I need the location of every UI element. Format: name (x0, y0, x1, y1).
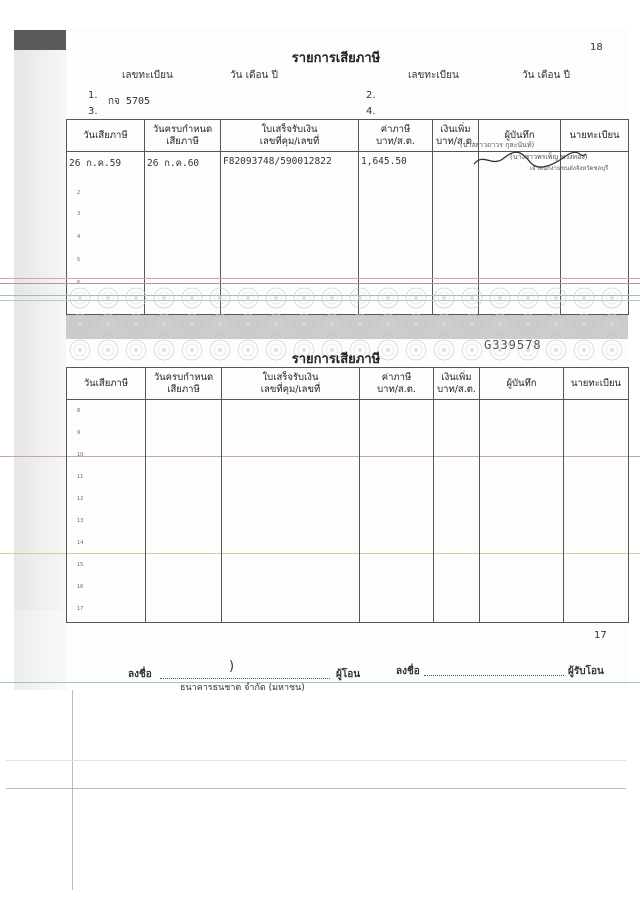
row-mark: 11 (77, 474, 84, 480)
header-tax-date: วันเสียภาษี (67, 120, 145, 152)
header-registrar: นายทะเบียน (561, 120, 629, 152)
row-mark: 5 (77, 257, 81, 263)
sign-label-transferor: ลงชื่อ (128, 669, 152, 680)
entry-number-1: 1. (88, 90, 98, 101)
header-tax-date: วันเสียภาษี (67, 368, 146, 400)
scan-left-shade (14, 50, 68, 610)
row-mark: 14 (77, 540, 84, 546)
header-surcharge: เงินเพิ่ม บาท/ส.ต. (434, 368, 480, 400)
bottom-section-title: รายการเสียภาษี (291, 352, 381, 367)
signature-scribble (470, 148, 590, 170)
scan-line-pink (0, 278, 640, 279)
tax-payment-table-bottom (66, 367, 629, 623)
header-registrar: นายทะเบียน (564, 368, 629, 400)
transferor-mark: ) (229, 659, 235, 674)
row-mark: 10 (77, 452, 84, 458)
row-mark: 8 (77, 408, 81, 414)
header-recorder: ผู้บันทึก (480, 368, 564, 400)
sign-label-transferee: ลงชื่อ (396, 666, 420, 677)
cell-receipt: F82093748/590012822 (221, 152, 359, 315)
scan-edge-bar (14, 30, 66, 50)
cell-empty (564, 400, 629, 623)
scan-line-pink-2 (0, 283, 640, 284)
scan-line-blue (0, 682, 640, 683)
row-mark: 3 (77, 211, 81, 217)
row-mark: 2 (77, 190, 81, 196)
cell-tax-date: 26 ก.ค.59 (67, 152, 145, 315)
date-label-left: วัน เดือน ปี (230, 70, 278, 81)
transferee-signature-line (424, 674, 564, 676)
transferor-signature-line (160, 677, 330, 679)
header-tax-amount: ค่าภาษี บาท/ส.ต. (359, 120, 433, 152)
top-section-title: รายการเสียภาษี (291, 51, 381, 66)
entry-value-1: กจ 5705 (108, 96, 151, 107)
scan-vertical-line (72, 690, 73, 890)
entry-number-2: 2. (366, 90, 376, 101)
row-mark: 12 (77, 496, 84, 502)
header-recorder: ผู้บันทึก (479, 120, 561, 152)
bank-stamp: ธนาคารธนชาต จำกัด (มหาชน) (180, 683, 305, 693)
row-mark: 16 (77, 584, 84, 590)
date-label-right: วัน เดือน ปี (522, 70, 570, 81)
registrar-title: เจ้าพนักงานขนส่งจังหวัดชลบุรี (530, 165, 609, 172)
entry-number-4: 4. (366, 106, 376, 117)
header-receipt: ใบเสร็จรับเงิน เลขที่คุม/เลขที่ (222, 368, 360, 400)
serial-number: G339578 (484, 338, 542, 352)
header-due-date: วันครบกำหนด เสียภาษี (145, 120, 221, 152)
header-receipt: ใบเสร็จรับเงิน เลขที่คุม/เลขที่ (221, 120, 359, 152)
transferee-label: ผู้รับโอน (568, 666, 604, 677)
row-mark: 13 (77, 518, 84, 524)
row-mark: 15 (77, 562, 84, 568)
row-mark: 4 (77, 234, 81, 240)
cell-empty (434, 400, 480, 623)
registration-label-right: เลขทะเบียน (408, 70, 459, 81)
scan-horizontal-line (6, 788, 626, 789)
header-tax-amount: ค่าภาษี บาท/ส.ต. (360, 368, 434, 400)
page-number-bottom: 17 (594, 630, 607, 641)
row-mark: 9 (77, 430, 81, 436)
registration-label-left: เลขทะเบียน (122, 70, 173, 81)
cell-empty (480, 400, 564, 623)
page-number-top: 18 (590, 42, 603, 53)
cell-due-date: 26 ก.ค.60 (145, 152, 221, 315)
transferor-label: ผู้โอน (336, 669, 361, 680)
registrar-name: (นางสาวพรเพ็ญ พวงทอง) (510, 153, 588, 161)
scan-horizontal-line-faint (6, 760, 626, 761)
cell-empty (222, 400, 360, 623)
cell-empty (146, 400, 222, 623)
scan-left-shade-lower (14, 610, 68, 690)
header-surcharge: เงินเพิ่ม บาท/ส.ต. (433, 120, 479, 152)
cell-empty (360, 400, 434, 623)
recorder-name: (นางสาวถาวร กุละนันท์) (460, 141, 535, 149)
entry-number-3: 3. (88, 106, 98, 117)
cell-tax-amount: 1,645.50 (359, 152, 433, 315)
row-mark: 17 (77, 606, 84, 612)
header-due-date: วันครบกำหนด เสียภาษี (146, 368, 222, 400)
